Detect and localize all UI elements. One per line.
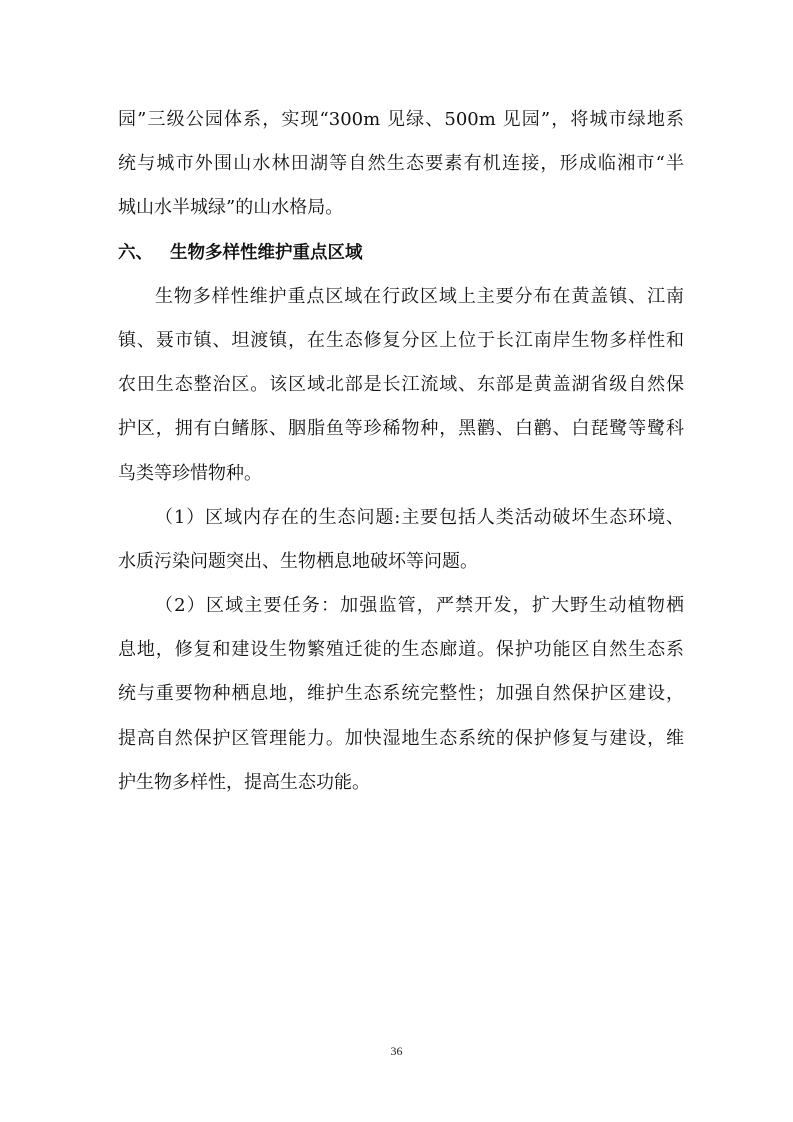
paragraph-ecological-problems: [118, 496, 684, 584]
text-line: 镇、聂市镇、坦渡镇，在生态修复分区上位于长江南岸生物多样性和: [118, 329, 684, 351]
section-heading: [118, 231, 684, 275]
text-line: 生物多样性维护重点区域在行政区域上主要分布在黄盖镇、江南: [155, 285, 684, 307]
section-number: 六、: [118, 242, 153, 263]
text-line: （2）区域主要任务：加强监管，严禁开发，扩大野生动植物栖: [155, 595, 684, 617]
section-title: 生物多样性维护重点区域: [170, 242, 363, 263]
paragraph-biodiversity-area: [118, 275, 684, 496]
text-line: 农田生态整治区。该区域北部是长江流域、东部是黄盖湖省级自然保: [118, 374, 684, 396]
text-line: 护生物多样性，提高生态功能。: [118, 771, 370, 793]
paragraph-park-system: [118, 98, 684, 231]
text-line: 统与重要物种栖息地，维护生态系统完整性；加强自然保护区建设，: [118, 683, 684, 705]
text-line: 园”三级公园体系，实现“300m 见绿、500m 见园”，将城市绿地系: [118, 109, 684, 130]
text-line: （1）区域内存在的生态问题:主要包括人类活动破坏生态环境、: [155, 506, 684, 528]
document-body: [118, 98, 684, 805]
paragraph-main-tasks: [118, 584, 684, 805]
text-line: 水质污染问题突出、生物栖息地破坏等问题。: [118, 550, 478, 572]
text-line: 息地，修复和建设生物繁殖迁徙的生态廊道。保护功能区自然生态系: [118, 639, 684, 661]
text-line: 城山水半城绿”的山水格局。: [118, 197, 344, 219]
text-line: 鸟类等珍惜物种。: [118, 462, 262, 484]
page-number: 36: [390, 1044, 403, 1058]
text-line: 统与城市外围山水林田湖等自然生态要素有机连接，形成临湘市“半: [118, 153, 684, 175]
text-line: 护区，拥有白鳍豚、胭脂鱼等珍稀物种，黑鹳、白鹳、白琵鹭等鹭科: [118, 418, 684, 440]
text-line: 提高自然保护区管理能力。加快湿地生态系统的保护修复与建设，维: [118, 727, 684, 749]
